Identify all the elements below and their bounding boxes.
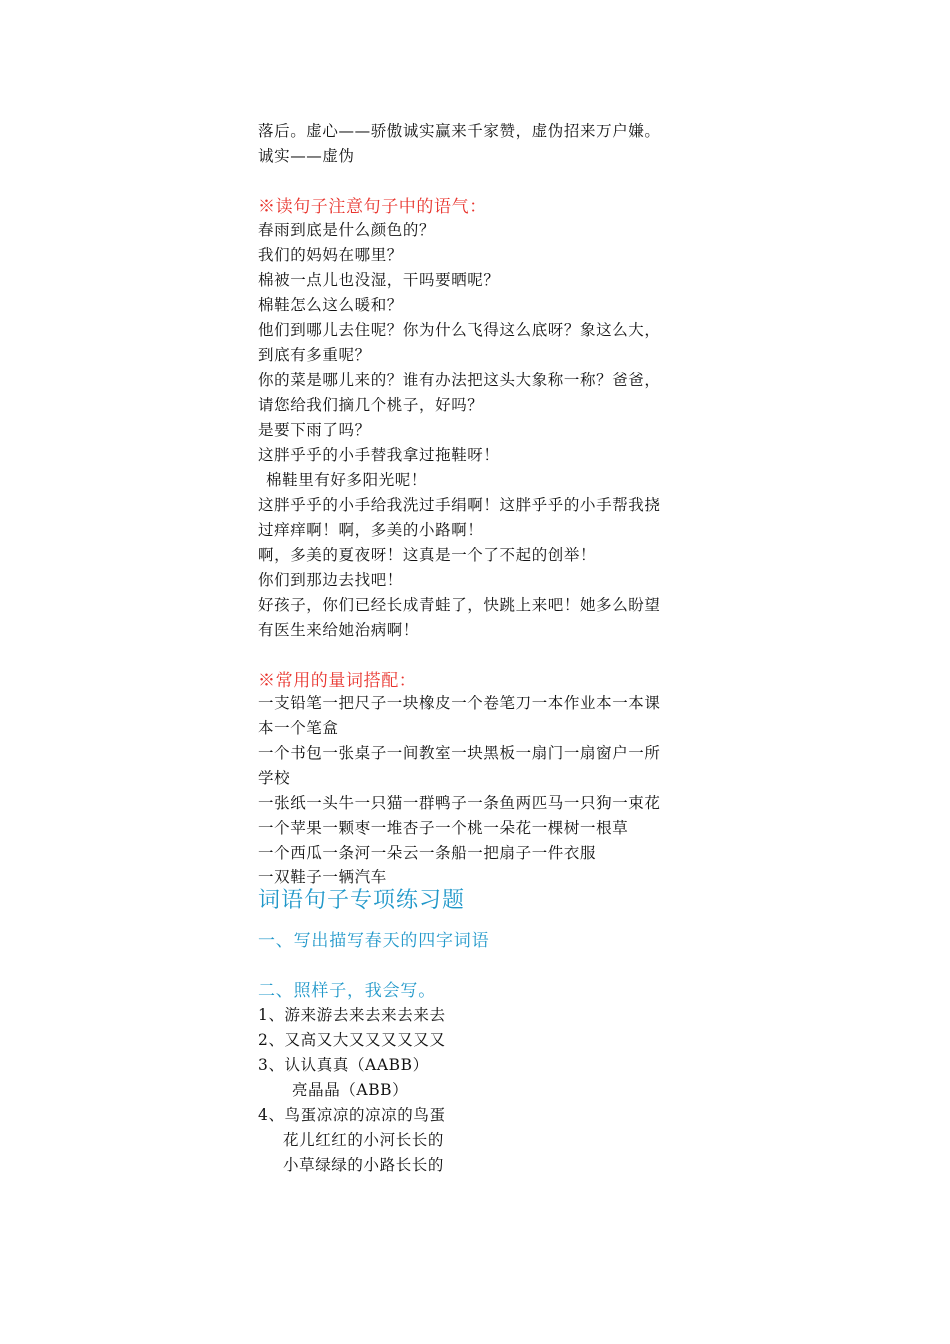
exercise-item: 3、认认真真（AABB） (258, 1056, 429, 1074)
text-line: 我们的妈妈在哪里？ (258, 246, 403, 264)
text-line: 你的菜是哪儿来的？谁有办法把这头大象称一称？爸爸， (258, 371, 661, 389)
exercise-title: 词语句子专项练习题 (258, 888, 466, 913)
exercise-item: 花儿红红的小河长长的 (283, 1131, 445, 1149)
text-line: 他们到哪儿去住呢？你为什么飞得这么底呀？象这么大， (258, 321, 661, 339)
text-line: 诚实——虚伪 (258, 147, 355, 165)
text-line: 棉鞋怎么这么暖和？ (258, 296, 403, 314)
text-line: 这胖乎乎的小手替我拿过拖鞋呀！ (258, 446, 500, 464)
text-line: 到底有多重呢？ (258, 346, 371, 364)
text-line: 啊，多美的夏夜呀！这真是一个了不起的创举！ (258, 546, 597, 564)
text-line: 一个书包一张桌子一间教室一块黑板一扇门一扇窗户一所 (258, 744, 661, 762)
section-heading-measure: ※常用的量词搭配： (258, 671, 417, 691)
text-line: 请您给我们摘几个桃子，好吗？ (258, 396, 484, 414)
exercise-item: 2、又高又大又又又又又又 (258, 1031, 446, 1049)
text-line: 本一个笔盒 (258, 719, 339, 737)
text-line: 一个西瓜一条河一朵云一条船一把扇子一件衣服 (258, 844, 597, 862)
text-line: 好孩子，你们已经长成青蛙了，快跳上来吧！她多么盼望 (258, 596, 661, 614)
text-line: 一双鞋子一辆汽车 (258, 868, 387, 886)
text-line: 有医生来给她治病啊！ (258, 621, 420, 639)
text-line: 你们到那边去找吧！ (258, 571, 403, 589)
text-line: 这胖乎乎的小手给我洗过手绢啊！这胖乎乎的小手帮我挠 (258, 496, 661, 514)
exercise-item: 1、游来游去来去来去来去 (258, 1006, 446, 1024)
text-line: 学校 (258, 769, 291, 787)
text-line: 春雨到底是什么颜色的？ (258, 221, 436, 239)
text-line: 棉鞋里有好多阳光呢！ (266, 471, 428, 489)
exercise-part-2: 二、照样子，我会写。 (258, 981, 436, 1001)
section-heading-tone: ※读句子注意句子中的语气： (258, 197, 487, 217)
text-line: 落后。虚心——骄傲诚实赢来千家赞，虚伪招来万户嫌。 (258, 122, 661, 140)
text-line: 棉被一点儿也没湿，干吗要晒呢？ (258, 271, 500, 289)
exercise-item: 4、鸟蛋凉凉的凉凉的鸟蛋 (258, 1106, 446, 1124)
exercise-part-1: 一、写出描写春天的四字词语 (258, 931, 490, 951)
text-line: 过痒痒啊！啊，多美的小路啊！ (258, 521, 484, 539)
text-line: 一支铅笔一把尺子一块橡皮一个卷笔刀一本作业本一本课 (258, 694, 661, 712)
exercise-item: 亮晶晶（ABB） (292, 1081, 409, 1099)
text-line: 一张纸一头牛一只猫一群鸭子一条鱼两匹马一只狗一束花 (258, 794, 661, 812)
text-line: 一个苹果一颗枣一堆杏子一个桃一朵花一棵树一根草 (258, 819, 629, 837)
exercise-item: 小草绿绿的小路长长的 (283, 1156, 445, 1174)
text-line: 是要下雨了吗？ (258, 421, 371, 439)
